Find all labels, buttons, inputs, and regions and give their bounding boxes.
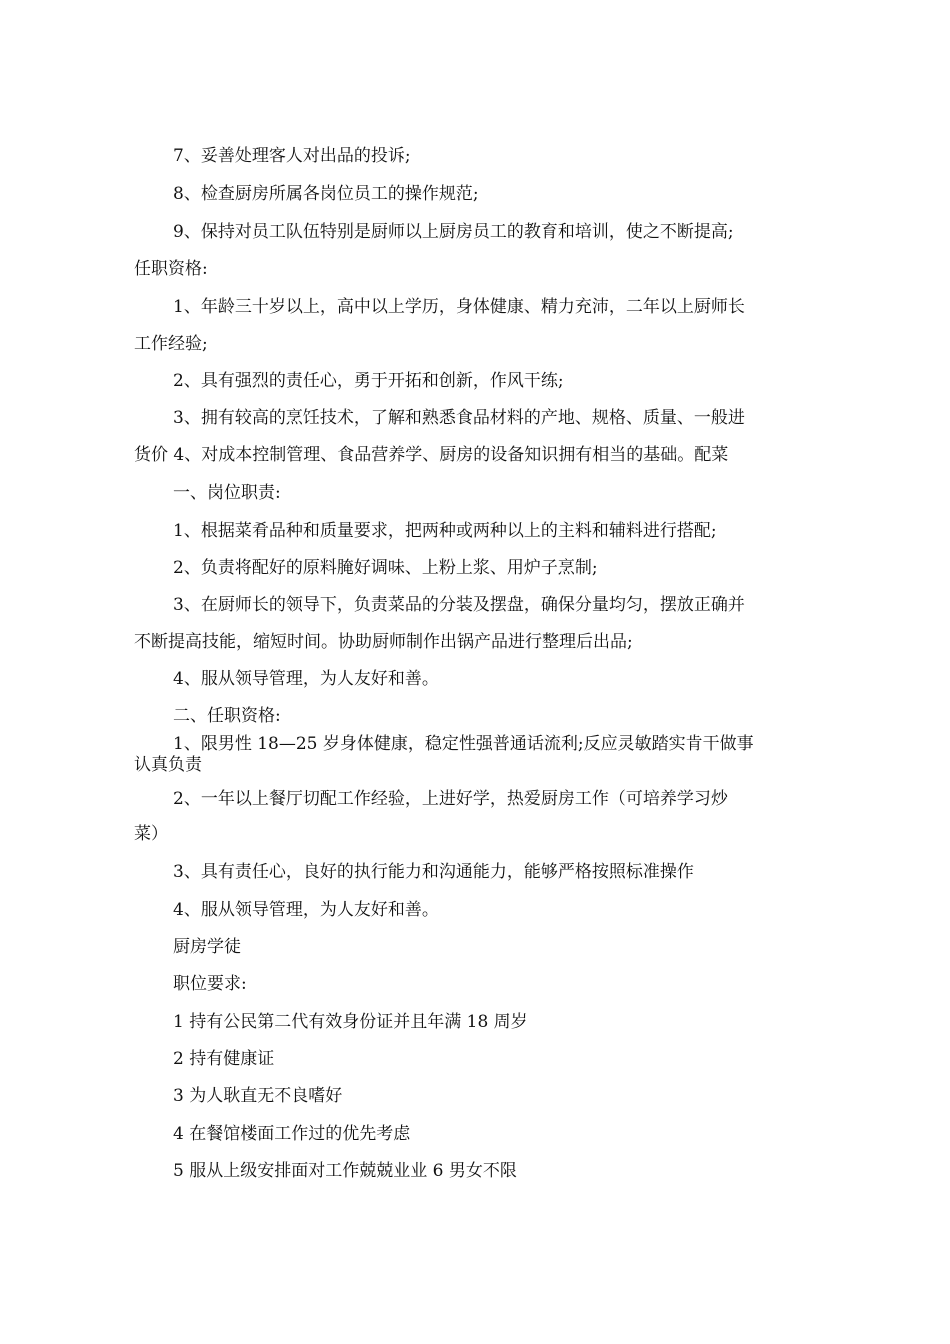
list-item: 3 为人耿直无不良嗜好 <box>173 1086 343 1106</box>
text-line: 菜） <box>134 824 168 844</box>
text-line: 2、具有强烈的责任心，勇于开拓和创新，作风干练; <box>173 371 564 391</box>
text-line: 3、拥有较高的烹饪技术，了解和熟悉食品材料的产地、规格、质量、一般进 <box>173 408 745 428</box>
text-line: 4、服从领导管理，为人友好和善。 <box>173 900 439 920</box>
section-heading: 二、任职资格: <box>173 706 281 726</box>
list-item: 4 在餐馆楼面工作过的优先考虑 <box>173 1124 411 1144</box>
text-line: 不断提高技能，缩短时间。协助厨师制作出锅产品进行整理后出品; <box>134 632 633 652</box>
text-line: 认真负责 <box>134 755 202 775</box>
list-item: 2 持有健康证 <box>173 1049 275 1069</box>
text-line: 3、具有责任心，良好的执行能力和沟通能力，能够严格按照标准操作 <box>173 862 694 882</box>
text-line: 工作经验; <box>134 334 208 354</box>
text-line: 1、年龄三十岁以上，高中以上学历，身体健康、精力充沛，二年以上厨师长 <box>173 297 745 317</box>
text-line: 8、检查厨房所属各岗位员工的操作规范; <box>173 184 479 204</box>
text-line: 9、保持对员工队伍特别是厨师以上厨房员工的教育和培训，使之不断提高; <box>173 222 734 242</box>
section-heading: 厨房学徒 <box>173 937 241 957</box>
list-item: 1 持有公民第二代有效身份证并且年满 18 周岁 <box>173 1012 528 1032</box>
text-line: 2、负责将配好的原料腌好调味、上粉上浆、用炉子烹制; <box>173 558 598 578</box>
section-heading: 职位要求: <box>173 974 247 994</box>
text-line: 4、服从领导管理，为人友好和善。 <box>173 669 439 689</box>
text-line: 1、根据菜肴品种和质量要求，把两种或两种以上的主料和辅料进行搭配; <box>173 521 717 541</box>
text-line: 7、妥善处理客人对出品的投诉; <box>173 146 411 166</box>
text-line: 2、一年以上餐厅切配工作经验，上进好学，热爱厨房工作（可培养学习炒 <box>173 789 728 809</box>
section-heading: 一、岗位职责: <box>173 483 281 503</box>
list-item: 5 服从上级安排面对工作兢兢业业 6 男女不限 <box>173 1161 517 1181</box>
text-line: 货价 4、对成本控制管理、食品营养学、厨房的设备知识拥有相当的基础。配菜 <box>134 445 729 465</box>
section-heading: 任职资格: <box>134 259 208 279</box>
text-line: 1、限男性 18—25 岁身体健康，稳定性强普通话流利;反应灵敏踏实肯干做事 <box>173 734 754 754</box>
text-line: 3、在厨师长的领导下，负责菜品的分装及摆盘，确保分量均匀，摆放正确并 <box>173 595 745 615</box>
